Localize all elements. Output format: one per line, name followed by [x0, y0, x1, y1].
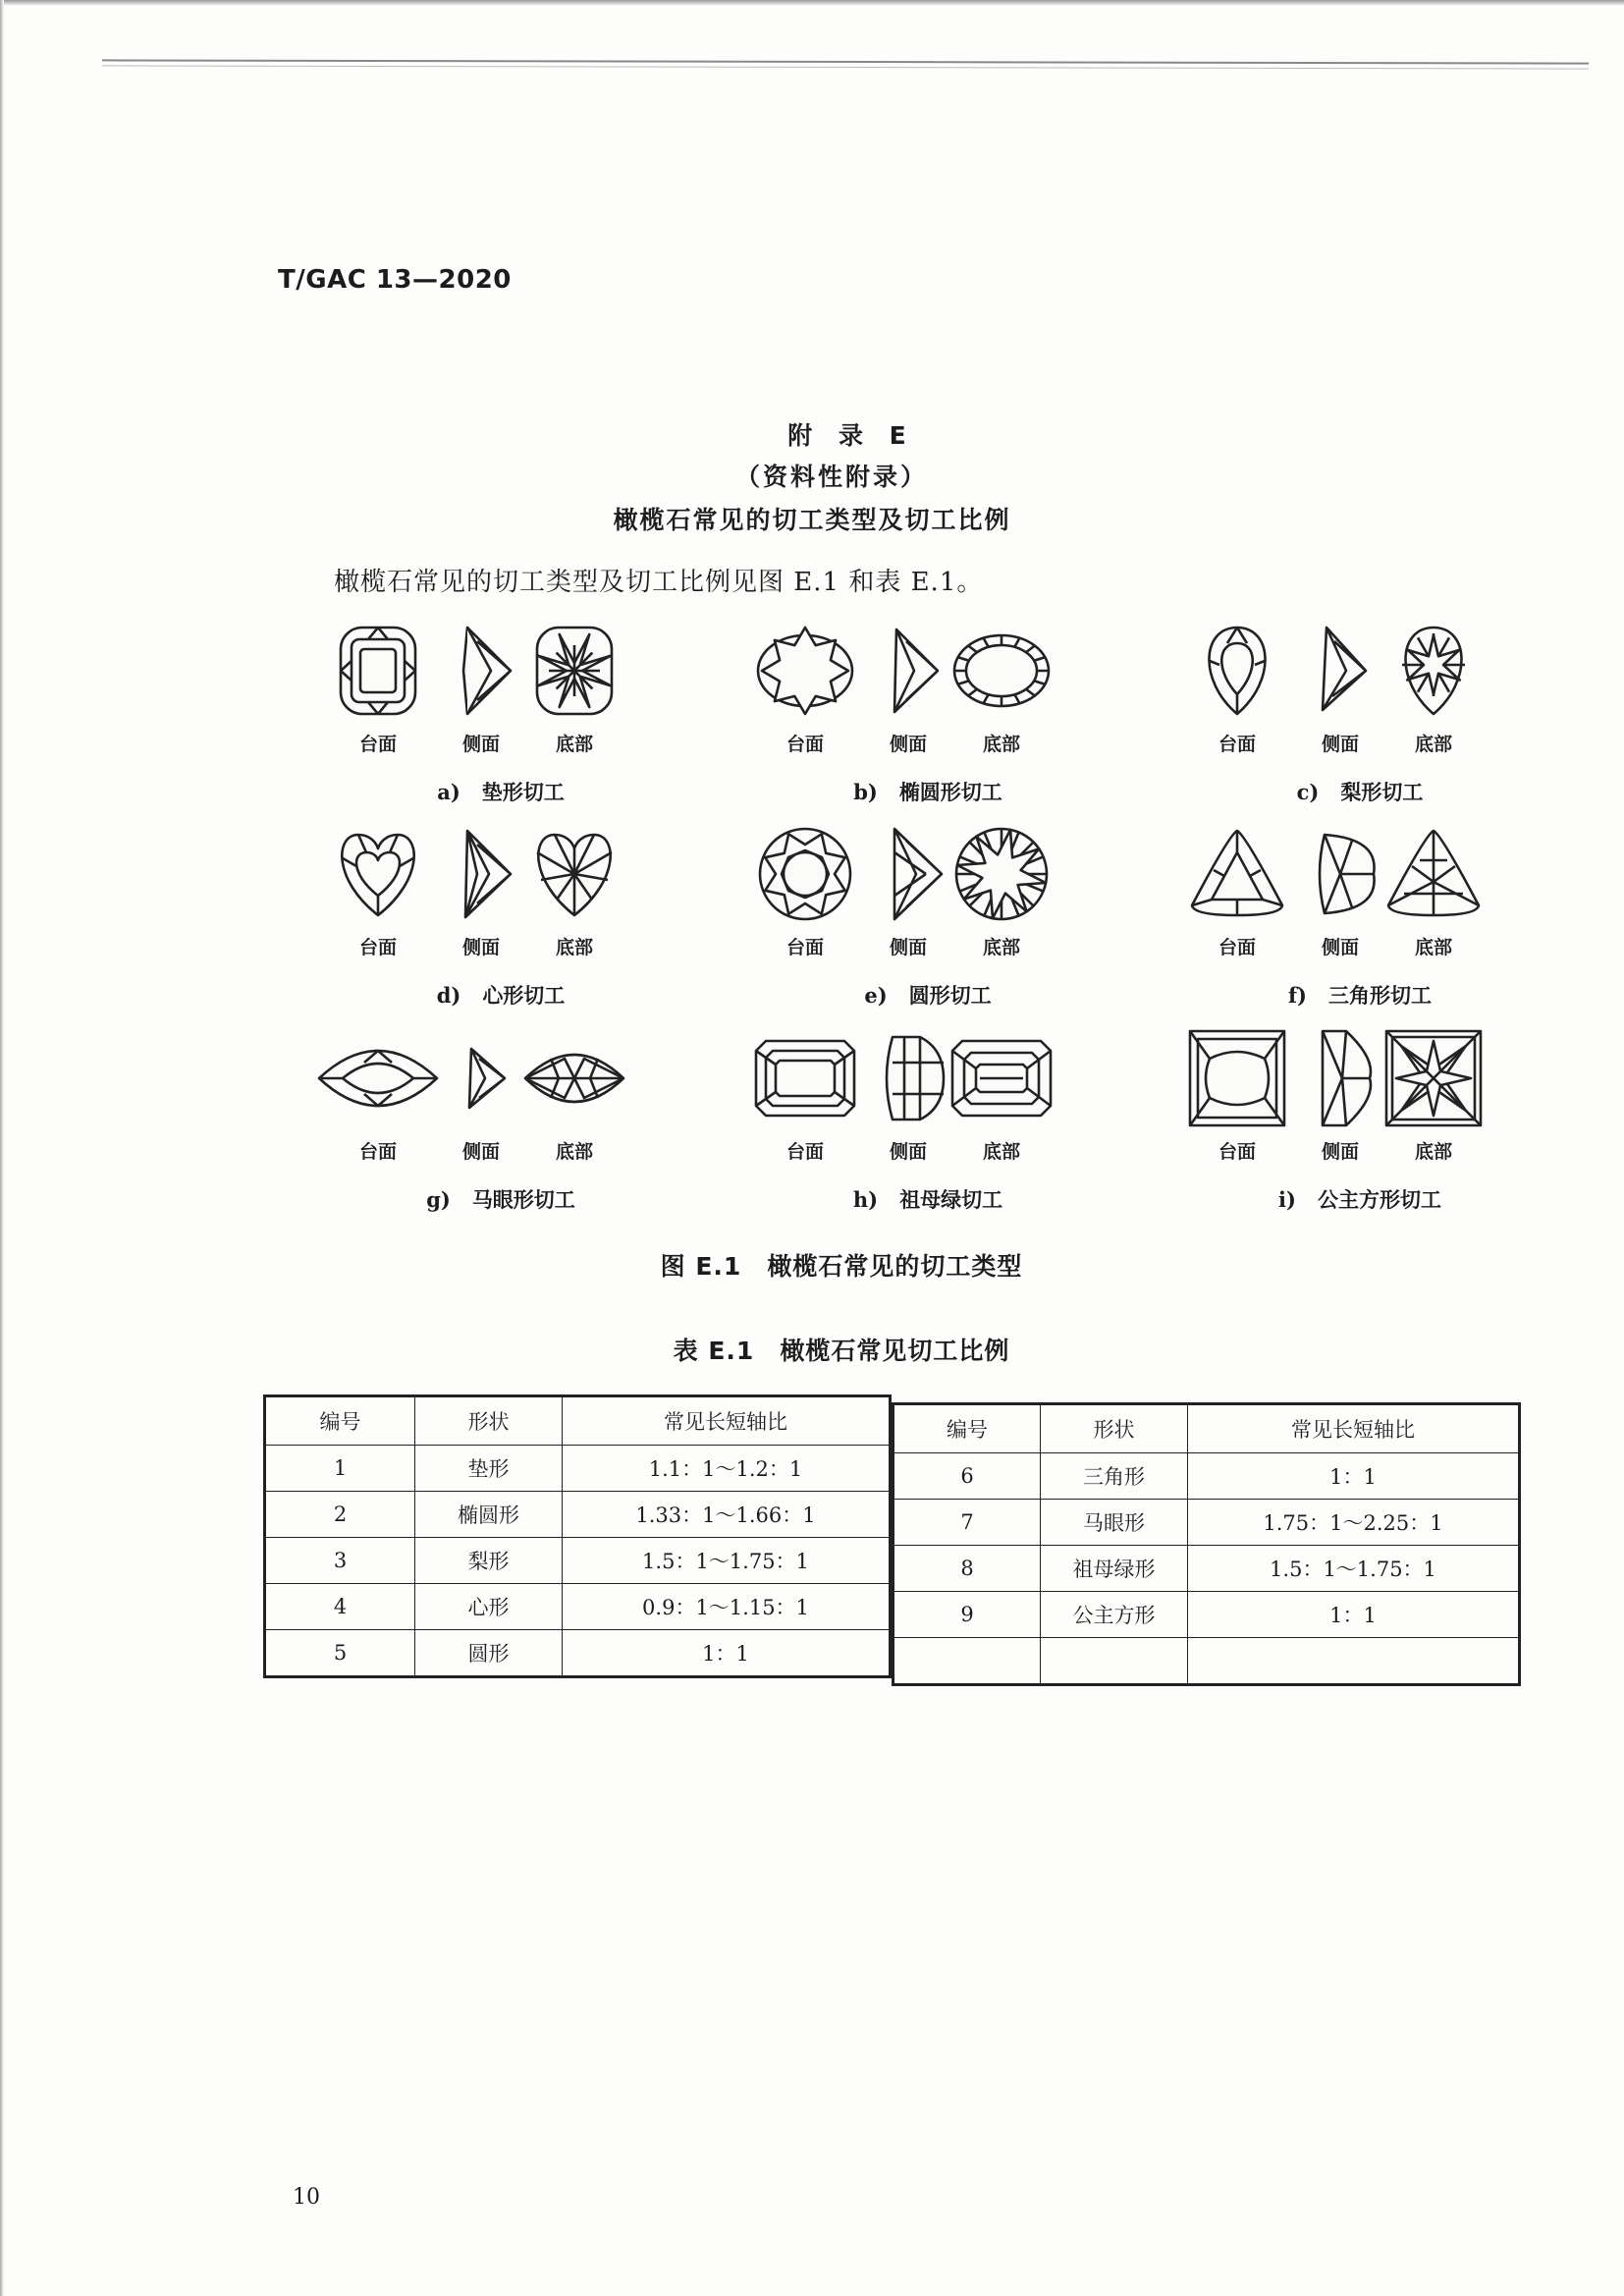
view-label-bottom: 底部 [982, 734, 1020, 755]
scan-top-edge [0, 0, 1624, 6]
cushion-side-view [463, 628, 511, 714]
cut-caption [741, 980, 1114, 1010]
cell-ratio: 1.33：1～1.66：1 [563, 1492, 891, 1538]
view-label-side: 侧面 [461, 734, 500, 755]
header-shape: 形状 [1041, 1404, 1188, 1453]
cushion-table-view [341, 628, 415, 714]
header-number: 编号 [265, 1396, 415, 1446]
cell-shape: 三角形 [1041, 1453, 1188, 1500]
cut-letter: e) [864, 983, 888, 1008]
trillion-bottom-view [1388, 831, 1479, 915]
cell-ratio [1188, 1638, 1520, 1685]
cut-figure-oval [741, 614, 1114, 815]
cut-caption [1173, 980, 1546, 1010]
appendix-subtitle: （资料性附录） [734, 463, 928, 491]
emerald-side-view [887, 1037, 944, 1120]
oval-cut-drawing [741, 614, 1114, 732]
cell-number: 9 [893, 1592, 1041, 1638]
oval-table-view [758, 628, 852, 714]
cut-figure-round [741, 817, 1114, 1018]
princess-table-view [1190, 1031, 1284, 1125]
table-row [893, 1546, 1520, 1592]
view-label-table: 台面 [358, 937, 397, 958]
cut-figure-marquise [314, 1021, 687, 1223]
view-label-side: 侧面 [461, 1141, 500, 1163]
cell-number: 8 [893, 1546, 1041, 1592]
cell-ratio: 1：1 [1188, 1453, 1520, 1500]
cell-ratio: 1.5：1～1.75：1 [1188, 1546, 1520, 1592]
pear-side-view [1323, 628, 1366, 710]
cut-letter: b) [853, 780, 878, 804]
cut-letter: g) [426, 1187, 451, 1212]
heart-table-view [342, 835, 413, 915]
view-label-bottom: 底部 [1414, 937, 1452, 958]
marquise-cut-drawing [314, 1021, 687, 1139]
emerald-bottom-view [952, 1041, 1051, 1116]
round-table-view [760, 829, 850, 919]
cell-shape: 公主方形 [1041, 1592, 1188, 1638]
view-label-side: 侧面 [889, 734, 927, 755]
view-label-side: 侧面 [1321, 1141, 1359, 1163]
oval-side-view [894, 629, 938, 712]
round-bottom-view [956, 829, 1047, 919]
view-label-table: 台面 [1218, 1141, 1256, 1163]
cut-name: 垫形切工 [481, 781, 565, 804]
marquise-side-view [469, 1049, 505, 1108]
figure-title: 橄榄石常见的切工类型 [767, 1252, 1023, 1281]
cell-number: 7 [893, 1500, 1041, 1546]
table-header-row [893, 1404, 1520, 1453]
table-row [893, 1500, 1520, 1546]
emerald-table-view [756, 1041, 854, 1116]
cell-ratio: 1：1 [1188, 1592, 1520, 1638]
cut-name: 圆形切工 [908, 984, 992, 1008]
cell-number: 6 [893, 1453, 1041, 1500]
ratio-table-left [263, 1394, 892, 1678]
heart-cut-drawing [314, 817, 687, 935]
cut-letter: d) [436, 983, 461, 1008]
view-label-side: 侧面 [461, 937, 500, 958]
cell-shape [1041, 1638, 1188, 1685]
cut-letter: h) [852, 1187, 879, 1212]
heart-bottom-view [537, 835, 612, 915]
cell-shape: 马眼形 [1041, 1500, 1188, 1546]
table-caption [0, 1332, 1624, 1367]
cut-figure-cushion [314, 614, 687, 815]
table-row [265, 1584, 891, 1630]
view-label-bottom: 底部 [982, 937, 1020, 958]
cut-caption [314, 980, 687, 1010]
cell-shape: 祖母绿形 [1041, 1546, 1188, 1592]
view-label-table: 台面 [1218, 734, 1256, 755]
cut-name: 公主方形切工 [1317, 1188, 1441, 1212]
cell-ratio: 1.1：1～1.2：1 [563, 1446, 891, 1492]
cut-figure-emerald [741, 1021, 1114, 1223]
header-shape: 形状 [415, 1396, 563, 1446]
cut-figure-princess [1173, 1021, 1546, 1223]
pear-table-view [1209, 628, 1265, 714]
cell-shape: 椭圆形 [415, 1492, 563, 1538]
cell-number: 4 [265, 1584, 415, 1630]
cut-letter: i) [1278, 1187, 1296, 1212]
table-row [265, 1446, 891, 1492]
cut-letter: a) [437, 780, 460, 804]
scan-left-edge [0, 0, 4, 2296]
document-id: T/GAC 13—2020 [278, 265, 512, 295]
cut-letter: c) [1296, 780, 1320, 804]
cut-letter: f) [1288, 983, 1307, 1008]
cut-caption [741, 777, 1114, 806]
view-label-table: 台面 [358, 734, 397, 755]
cell-number: 3 [265, 1538, 415, 1584]
trillion-cut-drawing [1173, 817, 1546, 935]
cell-ratio: 1：1 [563, 1630, 891, 1677]
cut-name: 椭圆形切工 [898, 781, 1002, 804]
cut-figure-pear [1173, 614, 1546, 815]
page-number: 10 [293, 2185, 320, 2210]
view-label-table: 台面 [785, 734, 824, 755]
cut-caption [314, 777, 687, 806]
view-label-side: 侧面 [1321, 734, 1359, 755]
header-rule-secondary [102, 65, 1589, 69]
cut-name: 祖母绿切工 [899, 1188, 1003, 1212]
marquise-table-view [319, 1051, 437, 1106]
view-label-bottom: 底部 [1414, 1141, 1452, 1163]
cushion-cut-drawing [314, 614, 687, 732]
table-row [893, 1453, 1520, 1500]
round-side-view [894, 829, 942, 919]
cut-figure-trillion [1173, 817, 1546, 1018]
view-label-table: 台面 [785, 937, 824, 958]
view-label-table: 台面 [358, 1141, 397, 1163]
cell-shape: 梨形 [415, 1538, 563, 1584]
view-label-bottom: 底部 [555, 1141, 593, 1163]
header-rule [102, 59, 1589, 64]
cell-shape: 心形 [415, 1584, 563, 1630]
table-number: 表 E.1 [673, 1337, 755, 1365]
header-ratio: 常见长短轴比 [1188, 1404, 1520, 1453]
pear-bottom-view [1402, 628, 1465, 714]
table-row-empty [893, 1638, 1520, 1685]
cut-name: 三角形切工 [1327, 984, 1432, 1008]
round-cut-drawing [741, 817, 1114, 935]
cell-ratio: 1.75：1～2.25：1 [1188, 1500, 1520, 1546]
cut-figure-heart [314, 817, 687, 1018]
heart-side-view [465, 831, 511, 917]
cell-number: 1 [265, 1446, 415, 1492]
cell-ratio: 1.5：1～1.75：1 [563, 1538, 891, 1584]
view-label-side: 侧面 [889, 937, 927, 958]
cut-caption [741, 1184, 1114, 1214]
cut-caption [1173, 777, 1546, 806]
cut-caption [314, 1184, 687, 1214]
header-number: 编号 [893, 1404, 1041, 1453]
princess-bottom-view [1386, 1031, 1481, 1125]
view-label-bottom: 底部 [1414, 734, 1452, 755]
cut-name: 马眼形切工 [471, 1188, 575, 1212]
princess-cut-drawing [1173, 1021, 1546, 1139]
cell-ratio: 0.9：1～1.15：1 [563, 1584, 891, 1630]
emerald-cut-drawing [741, 1021, 1114, 1139]
trillion-table-view [1192, 831, 1282, 915]
cell-number: 5 [265, 1630, 415, 1677]
table-title: 橄榄石常见切工比例 [780, 1337, 1010, 1365]
header-ratio: 常见长短轴比 [563, 1396, 891, 1446]
marquise-bottom-view [525, 1055, 623, 1102]
cut-name: 梨形切工 [1340, 781, 1424, 804]
view-label-bottom: 底部 [982, 1141, 1020, 1163]
cushion-bottom-view [537, 628, 612, 714]
table-row [893, 1592, 1520, 1638]
cut-name: 心形切工 [482, 984, 566, 1008]
figure-caption [0, 1247, 1624, 1283]
intro-paragraph: 橄榄石常见的切工类型及切工比例见图 E.1 和表 E.1。 [334, 568, 984, 597]
view-label-bottom: 底部 [555, 734, 593, 755]
view-label-side: 侧面 [889, 1141, 927, 1163]
trillion-side-view [1320, 835, 1375, 913]
view-label-side: 侧面 [1321, 937, 1359, 958]
cell-number [893, 1638, 1041, 1685]
cell-shape: 圆形 [415, 1630, 563, 1677]
appendix-title: 附 录 E [787, 421, 915, 450]
ratio-table-right [892, 1402, 1521, 1686]
appendix-heading: 橄榄石常见的切工类型及切工比例 [613, 506, 1011, 534]
table-row [265, 1492, 891, 1538]
oval-bottom-view [954, 635, 1049, 706]
view-label-bottom: 底部 [555, 937, 593, 958]
figure-number: 图 E.1 [660, 1252, 742, 1281]
view-label-table: 台面 [785, 1141, 824, 1163]
view-label-table: 台面 [1218, 937, 1256, 958]
princess-side-view [1323, 1031, 1371, 1125]
cell-number: 2 [265, 1492, 415, 1538]
table-row [265, 1538, 891, 1584]
cell-shape: 垫形 [415, 1446, 563, 1492]
pear-cut-drawing [1173, 614, 1546, 732]
table-row [265, 1630, 891, 1677]
table-header-row [265, 1396, 891, 1446]
cut-caption [1173, 1184, 1546, 1214]
